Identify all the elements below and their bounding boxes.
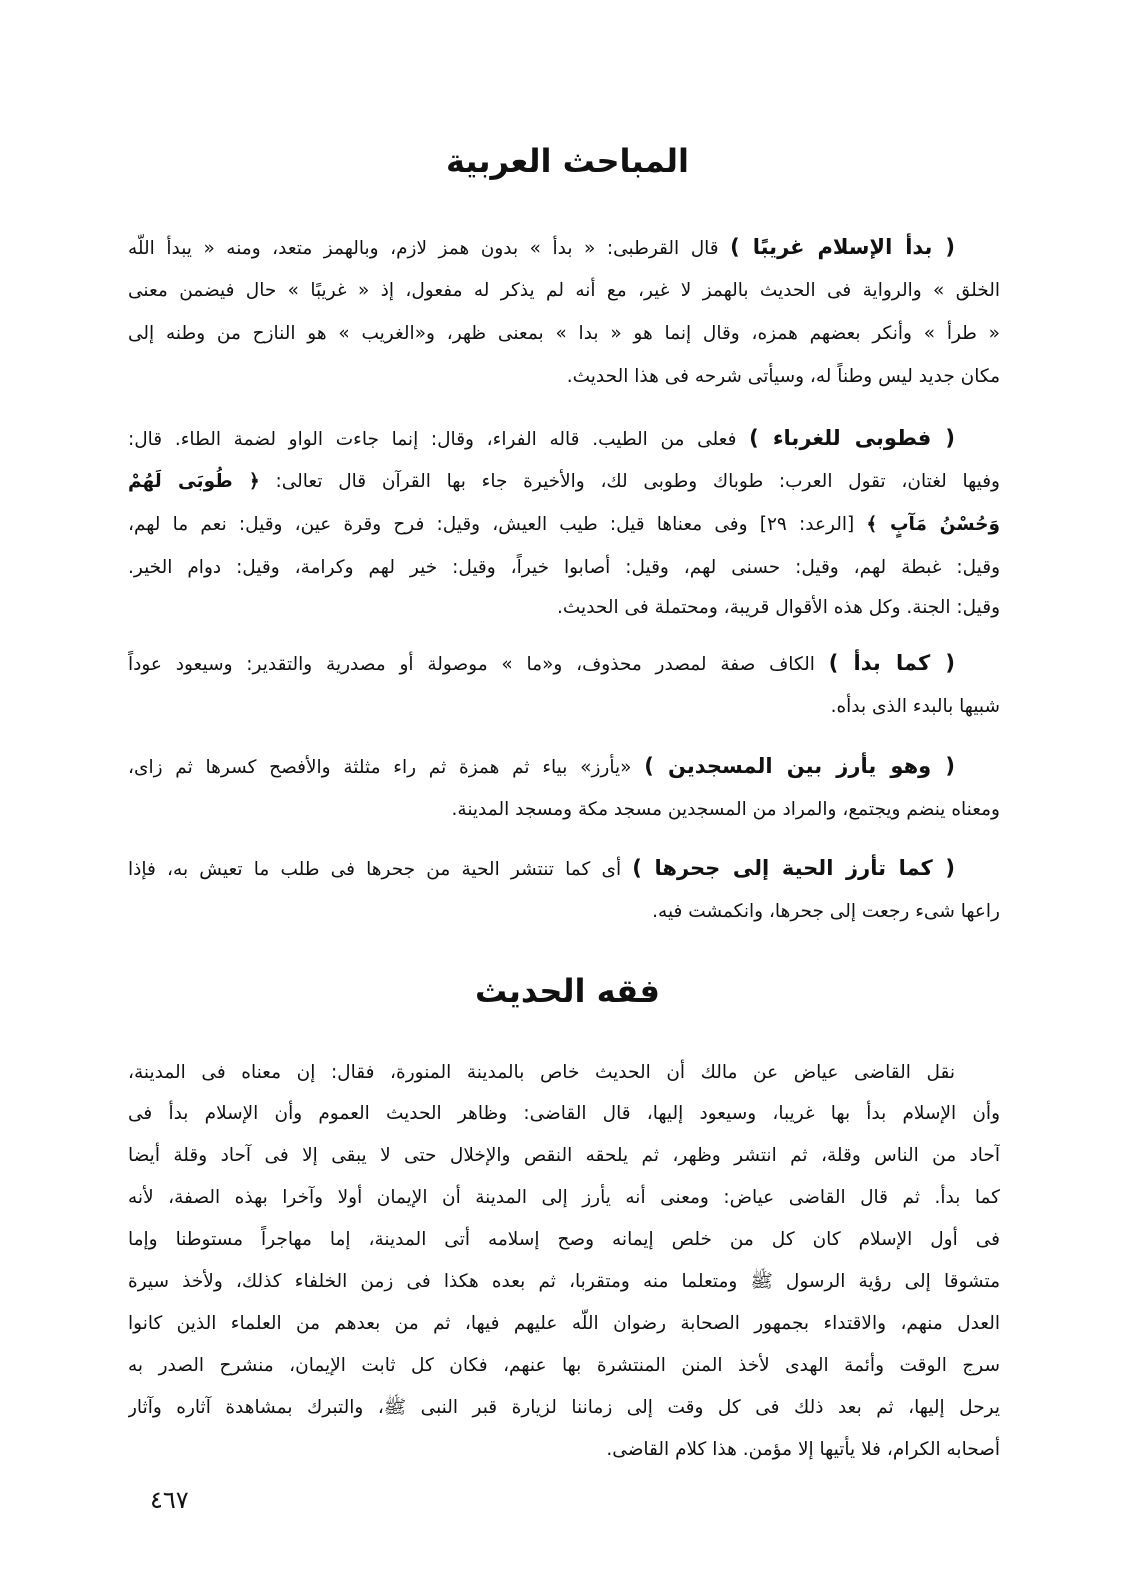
text-line: آحاد من الناس وقلة، ثم انتشر وظهر، ثم يلحقه النقص والإخلال حتى لا يبقى إلا فى آحاد وقلة أيضا (128, 1145, 1000, 1166)
line-text: الكاف صفة لمصدر محذوف، و«ما » موصولة أو مصدرية والتقدير: وسيعود عوداً (128, 654, 829, 675)
paragraph-fiqh (128, 1052, 1000, 1471)
entry-term: ( كما تأرز الحية إلى جحرها ) (632, 856, 955, 880)
line-text: أى كما تنتشر الحية من جحرها فى طلب ما تعيش به، فإذا (128, 859, 633, 880)
quran-verse: وَحُسْنُ مَآبٍ ﴾ (866, 514, 1000, 535)
paragraph-bada-al-islam (128, 226, 1000, 398)
text-line: وأن الإسلام بدأ بها غريبا، وسيعود إليها، قال القاضى: وظاهر الحديث العموم وأن الإسلام بدأ فى (128, 1103, 1000, 1124)
line-text: فعلى من الطيب. قاله الفراء، وقال: إنما جاءت الواو لضمة الطاء. قال: (128, 429, 750, 450)
line-text: «يأرز» بياء ثم همزة ثم راء مثلثة والأفصح كسرها ثم زاى، (128, 757, 645, 778)
line-text: [الرعد: ٢٩] وفى معناها قيل: طيب العيش، وقيل: فرح وقرة عين، وقيل: نعم ما لهم، (128, 514, 867, 535)
page-number: ٤٦٧ (150, 1486, 189, 1514)
text-line: أصحابه الكرام، فلا يأتيها إلا مؤمن. هذا كلام القاضى. (606, 1439, 1000, 1460)
text-line (128, 642, 1000, 685)
text-line (128, 847, 1000, 890)
paragraph-tarizu-al-hayya (128, 847, 1000, 933)
section-title-arabic-studies: المباحث العربية (445, 142, 690, 180)
text-line: سرج الوقت وأئمة الهدى لأخذ المنن المنتشرة بها عنهم، فكان كل ثابت الإيمان، منشرح الصدر به (128, 1355, 1000, 1376)
entry-term: ( فطوبى للغرباء ) (749, 426, 956, 450)
text-line (128, 745, 1000, 788)
text-line: كما بدأ. ثم قال القاضى عياض: ومعنى أنه يأرز إلى المدينة أن الإيمان أولا وآخرا بهذه الصفة، لأنه (128, 1187, 1000, 1208)
text-line: وقيل: الجنة. وكل هذه الأقوال قريبة، ومحتملة فى الحديث. (557, 597, 1000, 618)
section-title-fiqh-al-hadith: فقه الحديث (475, 972, 660, 1010)
paragraph-kama-bada (128, 642, 1000, 728)
text-line: مكان جديد ليس وطناً له، وسيأتى شرحه فى هذا الحديث. (566, 366, 1000, 387)
text-line: ومعناه ينضم ويجتمع، والمراد من المسجدين مسجد مكة ومسجد المدينة. (451, 799, 1000, 820)
entry-term: ( كما بدأ ) (828, 651, 955, 675)
text-line: العدل منهم، والاقتداء بجمهور الصحابة رضوان اللّه عليهم فيها، ثم من بعدهم من العلماء الذين كانوا (128, 1313, 1000, 1334)
quran-verse: ﴿ طُوبَى لَهُمْ (128, 471, 260, 492)
text-line: شبيها بالبدء الذى بدأه. (830, 696, 1000, 717)
text-line: وقيل: غبطة لهم، وقيل: حسنى لهم، وقيل: أصابوا خيراً، وقيل: خير لهم وكرامة، وقيل: دوام الخير. (128, 557, 1000, 578)
line-text: وفيها لغتان، تقول العرب: طوباك وطوبى لك، والأخيرة جاء بها القرآن قال تعالى: (259, 471, 1000, 492)
text-line: « طرأ » وأنكر بعضهم همزه، وقال إنما هو « بدا » بمعنى ظهر، و«الغريب » هو النازح من وطنه إلى (128, 323, 1000, 344)
text-line (128, 417, 1000, 460)
line-text: قال القرطبى: « بدأ » بدون همز لازم، وبالهمز متعد، ومنه « يبدأ اللّه (128, 238, 731, 259)
text-line (128, 503, 1000, 546)
text-line (128, 460, 1000, 503)
paragraph-yaarizu (128, 745, 1000, 831)
text-line: فى أول الإسلام كان كل من خلص إيمانه وصح إسلامه أتى المدينة، إما مهاجراً مستوطنا وإما (128, 1229, 1000, 1250)
text-line: متشوقا إلى رؤية الرسول ﷺ ومتعلما منه ومتقربا، ثم بعده هكذا فى زمن الخلفاء كذلك، ولأخذ سيرة (128, 1271, 1000, 1292)
text-line (128, 226, 1000, 269)
text-line: نقل القاضى عياض عن مالك أن الحديث خاص بالمدينة المنورة، فقال: إن معناه فى المدينة، (128, 1062, 955, 1083)
entry-term: ( وهو يأرز بين المسجدين ) (644, 754, 955, 778)
entry-term: ( بدأ الإسلام غريبًا ) (730, 235, 955, 259)
text-line: الخلق » والرواية فى الحديث بالهمز لا غير، مع أنه لم يذكر له مفعول، إذ « غريبًا » حال فيضمن معنى (128, 280, 1000, 301)
paragraph-tuba-lil-ghuraba (128, 417, 1000, 627)
text-line: راعها شىء رجعت إلى جحرها، وانكمشت فيه. (652, 901, 1000, 922)
text-line: يرحل إليها، ثم بعد ذلك فى كل وقت إلى زماننا لزيارة قبر النبى ﷺ، والتبرك بمشاهدة آثاره وآثار (128, 1397, 1000, 1418)
